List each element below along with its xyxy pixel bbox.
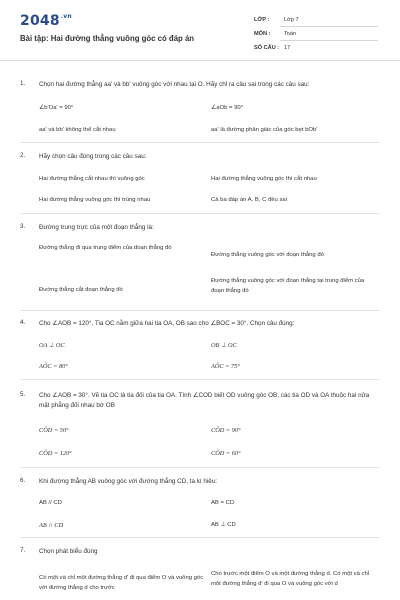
divider <box>20 142 380 143</box>
answer-option-b[interactable]: Hai đường thẳng vuông góc thì cắt nhau <box>211 176 317 182</box>
question-text: Cho ∠AOB = 120°. Tia OC nằm giữa hai tia OA, OB sao cho ∠BOC = 30°. Chọn câu đúng: <box>39 320 295 327</box>
meta-mon-value: Toán <box>284 31 297 37</box>
answer-option-a[interactable]: Hai đường thẳng cắt nhau thì vuông góc <box>39 176 145 182</box>
question-number: 5. <box>20 391 26 398</box>
answer-option-c[interactable]: aa' và bb' không thể cắt nhau <box>39 127 116 133</box>
answer-option-b[interactable]: OB ⊥ OC <box>211 342 237 349</box>
question-text: Đường trung trực của một đoạn thẳng là: <box>39 224 154 231</box>
question-number: 1. <box>20 80 26 87</box>
page-title: Bài tập: Hai đường thẳng vuông góc có đáp án <box>20 34 195 43</box>
meta-divider <box>280 40 378 41</box>
divider <box>20 467 380 468</box>
answer-option-a[interactable]: OA ⊥ OC <box>39 342 65 349</box>
header <box>0 0 400 61</box>
question-text: Cho ∠AOB = 30°. Vẽ tia OC là tia đối của tia OA. Tính ∠COD biết OD vuông góc OB, các tia OD và OA thuộc hai nửa mặt phẳng đối nhau bờ OB <box>39 392 370 409</box>
answer-option-d[interactable]: AÔC = 75° <box>211 363 240 370</box>
meta-socau-value: 17 <box>284 45 291 51</box>
answer-option-b[interactable]: AB = CD <box>211 500 235 506</box>
answer-option-d[interactable]: Cả ba đáp án A, B, C đều sai <box>211 197 287 203</box>
answer-option-a[interactable]: AB // CD <box>39 500 62 506</box>
answer-option-b[interactable]: Cho trước một điểm O và một đường thẳng d. Có một và chỉ một đường thẳng d' đi qua O và vuông góc với d <box>211 571 370 587</box>
question-number: 3. <box>20 223 26 230</box>
answer-option-d[interactable]: AB ⊥ CD <box>211 522 236 528</box>
site-logo[interactable] <box>20 13 72 29</box>
answer-option-c[interactable]: Đường thẳng cắt đoạn thẳng đó <box>39 287 123 293</box>
question-text: Hãy chọn câu đúng trong các câu sau: <box>39 153 147 160</box>
meta-divider <box>280 26 378 27</box>
answer-option-a[interactable]: Đường thẳng đi qua trung điểm của đoạn thẳng đó <box>39 245 172 251</box>
answer-option-b[interactable]: CÔD = 90° <box>211 427 241 434</box>
meta-socau-label: SỐ CÂU : <box>254 45 280 51</box>
answer-option-b[interactable]: Đường thẳng vuông góc với đoạn thẳng đó <box>211 252 324 258</box>
divider <box>20 213 380 214</box>
answer-option-c[interactable]: CÔD = 120° <box>39 450 72 457</box>
meta-lop-label: LỚP : <box>254 17 270 23</box>
question-text: Chọn hai đường thẳng aa' và bb' vuông góc với nhau tại O. Hãy chỉ ra câu sai trong các câu sau: <box>39 81 310 88</box>
answer-option-b[interactable]: ∠aOb = 90° <box>211 105 244 111</box>
answer-option-a[interactable]: ∠b'Oa' = 90° <box>39 105 74 111</box>
divider <box>20 310 380 311</box>
answer-option-c[interactable]: Hai đường thẳng vuông góc thì trùng nhau <box>39 197 151 203</box>
question-number: 7. <box>20 547 26 554</box>
answer-option-a[interactable]: CÔD = 50° <box>39 427 69 434</box>
divider <box>20 379 380 380</box>
answer-option-c[interactable]: AÔC = 80° <box>39 363 68 370</box>
divider <box>20 537 380 538</box>
meta-lop-value: Lớp 7 <box>284 17 299 23</box>
answer-option-a[interactable]: Có một và chỉ một đường thẳng d' đi qua điểm O và vuông góc với đường thẳng d cho trước <box>39 575 204 591</box>
question-number: 4. <box>20 319 26 326</box>
answer-option-d[interactable]: CÔD = 60° <box>211 450 241 457</box>
question-number: 6. <box>20 477 26 484</box>
question-number: 2. <box>20 152 26 159</box>
answer-option-d[interactable]: aa' là đường phân giác của góc bẹt bOb' <box>211 127 318 133</box>
answer-option-c[interactable]: AB ∩ CD <box>39 522 64 529</box>
logo-suffix: .vn <box>60 13 72 20</box>
logo-text: 2048 <box>20 13 60 29</box>
question-text: Khi đường thẳng AB vuông góc với đường thẳng CD, ta kí hiệu: <box>39 478 217 485</box>
question-text: Chọn phát biểu đúng <box>39 548 98 555</box>
answer-option-d[interactable]: Đường thẳng vuông góc với đoạn thẳng tại trung điểm của đoạn thẳng đó <box>211 278 365 294</box>
meta-mon-label: MÔN : <box>254 31 271 37</box>
